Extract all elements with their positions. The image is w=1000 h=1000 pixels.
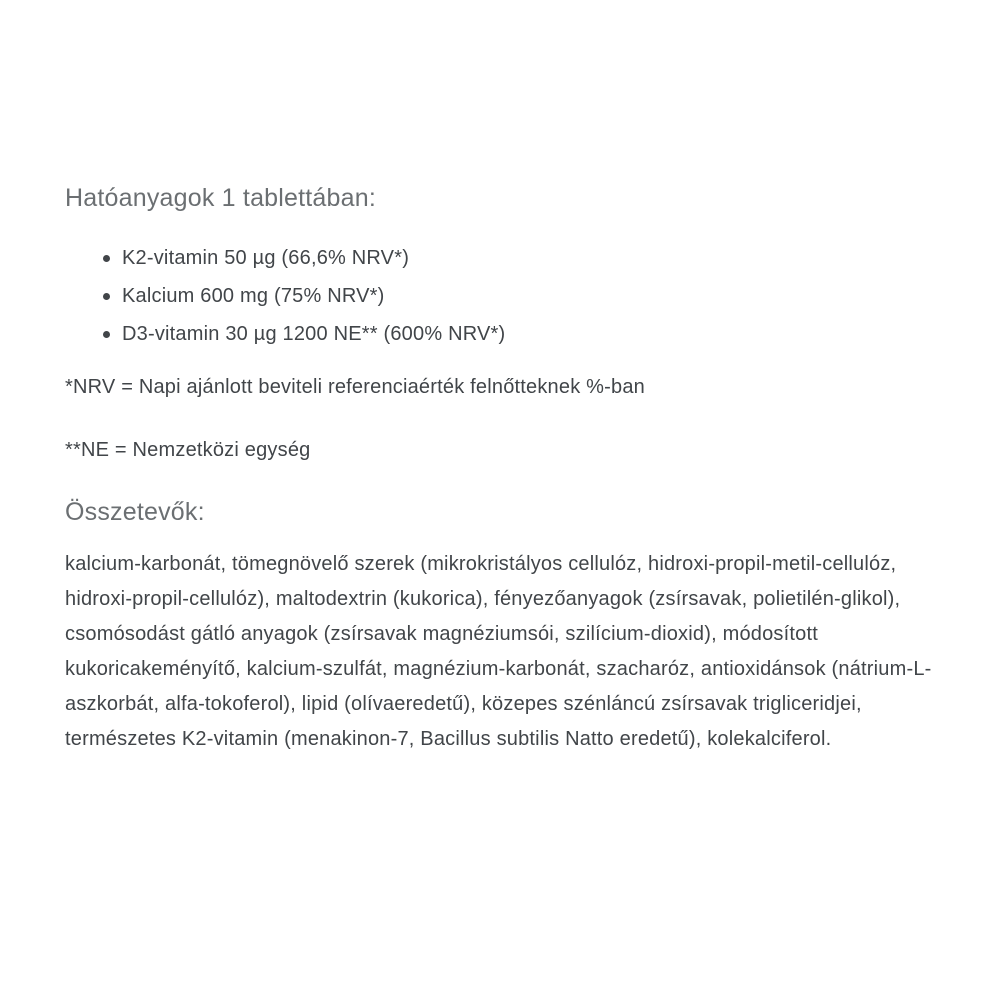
active-ingredients-list — [65, 239, 936, 353]
list-item: Kalcium 600 mg (75% NRV*) — [65, 277, 936, 315]
ne-footnote: **NE = Nemzetközi egység — [65, 439, 311, 461]
list-item: D3-vitamin 30 µg 1200 NE** (600% NRV*) — [65, 315, 936, 353]
ingredients-text: kalcium-karbonát, tömegnövelő szerek (mikrokristályos cellulóz, hidroxi-propil-metil-cellulóz, hidroxi-propil-cellulóz), maltodextrin (kukorica), fényezőanyagok (zsírsavak, polietilén-glikol), csomósodást gátló anyagok (zsírsavak magnéziumsói, szilícium-dioxid), módosított kukoricakeményítő, kalcium-szulfát, magnézium-karbonát, szacharóz, antioxidánsok (nátrium-L-aszkorbát, alfa-tokoferol), lipid (olívaeredetű), közepes szénláncú zsírsavak trigliceridjei, természetes K2-vitamin (menakinon-7, Bacillus subtilis Natto eredetű), kolekalciferol. — [65, 553, 932, 750]
active-ingredients-heading: Hatóanyagok 1 tablettában: — [65, 184, 376, 212]
list-item: K2-vitamin 50 µg (66,6% NRV*) — [65, 239, 936, 277]
nrv-footnote: *NRV = Napi ajánlott beviteli referenciaérték felnőtteknek %-ban — [65, 376, 645, 398]
ingredients-heading: Összetevők: — [65, 498, 205, 526]
